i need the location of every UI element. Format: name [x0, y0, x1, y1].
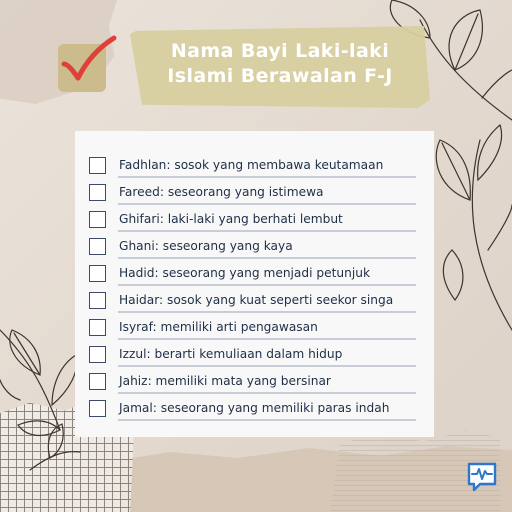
list-item — [88, 316, 418, 343]
list-item-label: Fadhlan: sosok yang membawa keutamaan — [119, 158, 384, 172]
list-item-label: Ghani: seseorang yang kaya — [119, 239, 293, 253]
list-item — [88, 208, 418, 235]
divider — [118, 257, 416, 259]
title-line-2: Islami Berawalan F-J — [167, 65, 393, 87]
page-title — [130, 39, 430, 89]
checkbox[interactable] — [89, 265, 106, 282]
list-item — [88, 154, 418, 181]
list-item — [88, 289, 418, 316]
list-item-label: Izzul: berarti kemuliaan dalam hidup — [119, 347, 343, 361]
list-item — [88, 370, 418, 397]
heartbeat-chat-logo — [466, 462, 498, 492]
divider — [118, 203, 416, 205]
divider — [118, 230, 416, 232]
list-item — [88, 343, 418, 370]
list-item-label: Ghifari: laki-laki yang berhati lembut — [119, 212, 343, 226]
checkbox[interactable] — [89, 292, 106, 309]
checklist — [88, 154, 418, 424]
list-item-label: Hadid: seseorang yang menjadi petunjuk — [119, 266, 371, 280]
divider — [118, 365, 416, 367]
list-item-label: Isyraf: memiliki arti pengawasan — [119, 320, 318, 334]
divider — [118, 284, 416, 286]
checkbox[interactable] — [89, 319, 106, 336]
list-item — [88, 262, 418, 289]
checkbox[interactable] — [89, 157, 106, 174]
list-item-label: Haidar: sosok yang kuat seperti seekor singa — [119, 293, 394, 307]
divider — [118, 392, 416, 394]
checkbox[interactable] — [89, 238, 106, 255]
checkbox[interactable] — [89, 373, 106, 390]
checkbox[interactable] — [89, 184, 106, 201]
checkmark-icon — [56, 34, 120, 90]
list-item — [88, 235, 418, 262]
title-line-1: Nama Bayi Laki-laki — [170, 40, 390, 62]
list-item-label: Fareed: seseorang yang istimewa — [119, 185, 324, 199]
checkbox[interactable] — [89, 346, 106, 363]
list-item-label: Jamal: seseorang yang memiliki paras indah — [119, 401, 390, 415]
list-item-label: Jahiz: memiliki mata yang bersinar — [119, 374, 331, 388]
checkbox[interactable] — [89, 400, 106, 417]
list-item — [88, 181, 418, 208]
divider — [118, 338, 416, 340]
divider — [118, 311, 416, 313]
list-item — [88, 397, 418, 424]
divider — [118, 419, 416, 421]
checkbox[interactable] — [89, 211, 106, 228]
divider — [118, 176, 416, 178]
